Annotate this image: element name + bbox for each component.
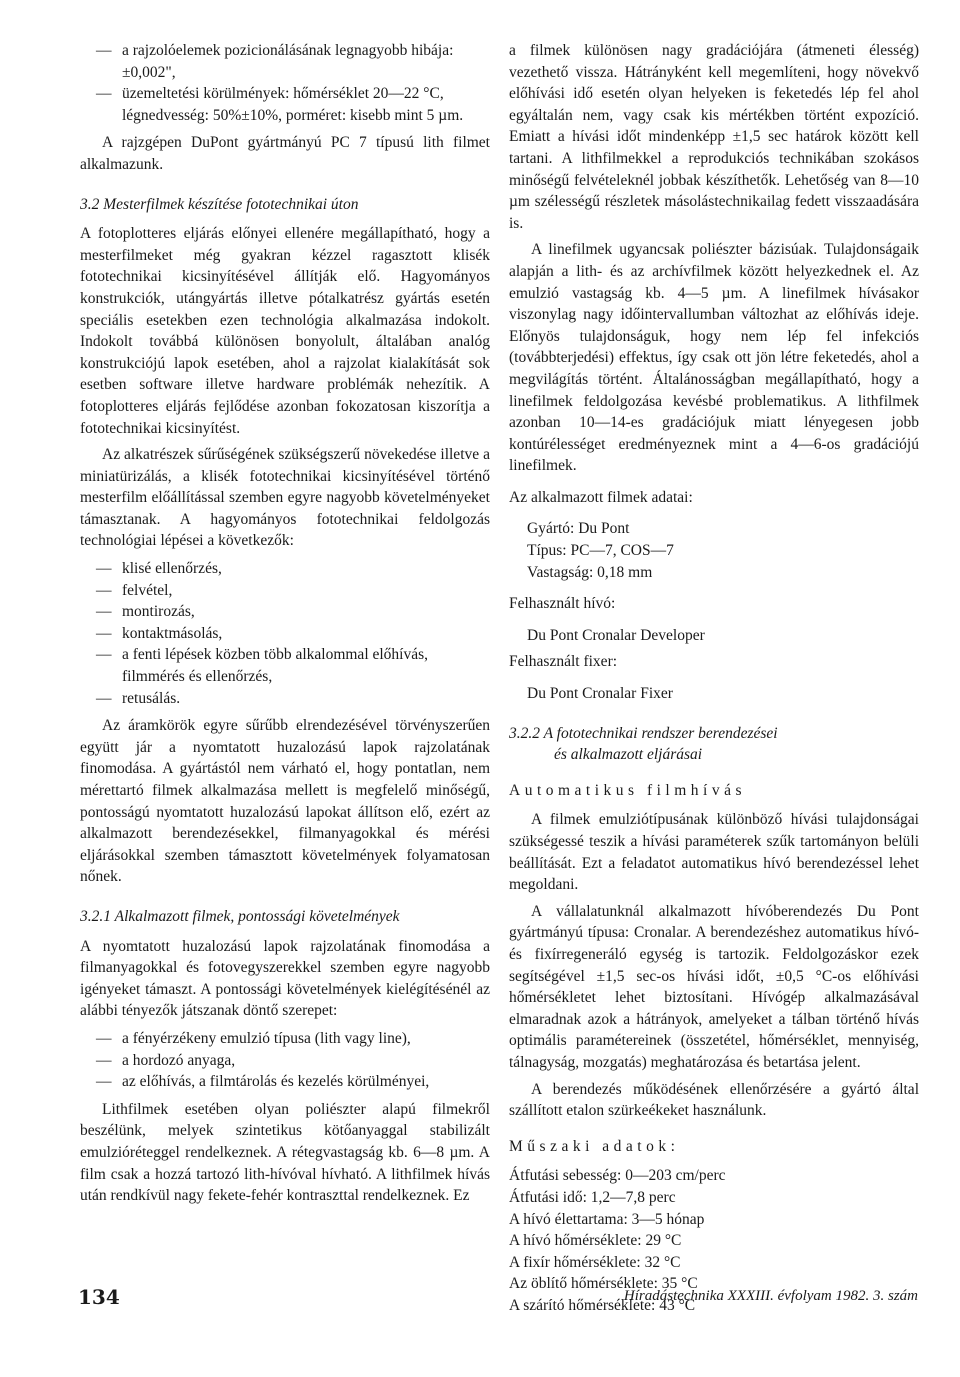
paragraph: A rajzgépen DuPont gyártmányú PC 7 típusú lith filmet alkalmazunk. <box>80 134 490 173</box>
film-manufacturer: Gyártó: Du Pont <box>527 520 630 538</box>
list-item: — az előhívás, a filmtárolás és kezelés körülményei, <box>80 1071 490 1093</box>
list-item: — klisé ellenőrzés, <box>80 558 490 580</box>
fixer-label: Felhasznált fixer: <box>509 653 618 671</box>
steps-list <box>80 558 490 709</box>
list-item: — a fenti lépések közben több alkalommal előhívás, filmmérés és ellenőrzés, <box>80 644 490 687</box>
auto-heading: Automatikus filmhívás <box>509 781 747 799</box>
section-heading-3-2-2 <box>509 723 919 766</box>
list-item: — a rajzolóelemek pozicionálásának legnagyobb hibája: ±0,002", <box>80 40 490 83</box>
list-item: — a hordozó anyaga, <box>80 1050 490 1072</box>
list-item: — kontaktmásolás, <box>80 623 490 645</box>
journal-footer: Híradástechnika XXXIII. évfolyam 1982. 3. szám <box>623 1288 918 1304</box>
paragraph: A linefilmek ugyancsak poliészter bázisúak. Tulajdonságaik alapján a lith- és az archívfilmek között helyezkednek el. Az emulzió vastagság kb. 4—5 µm. A linefilmek hívásakor viszonylag nagy időintervallumban változhat az előhívás ideje. Előnyös tulajdonságuk, hogy nem lép fel infekciós (továbbterjedési) effektus, így csak ott jön létre feketedés, ahol a megvilágítás történt. Általánosságban megállapítható, hogy a linefilmek feldolgozása kevésbé problematikus. A lithfilmek azonban 10—14-es gradációjuk miatt lényegesen jobb kontúrélességet eredményeznek mint a 4—6-os gradációjú linefilmek. <box>509 241 919 475</box>
list-item: — felvétel, <box>80 580 490 602</box>
developer-label: Felhasznált hívó: <box>509 595 616 613</box>
tech-item: A szárító hőmérséklete: 43 °C <box>509 1296 696 1314</box>
section-heading-line: 3.2.2 A fototechnikai rendszer berendezései <box>509 724 778 742</box>
paragraph: A berendezés működésének ellenőrzésére a gyártó által szállított etalon szürkeékeket használunk. <box>509 1080 919 1120</box>
list-item: — a fényérzékeny emulzió típusa (lith vagy line), <box>80 1028 490 1050</box>
paragraph: a filmek különösen nagy gradációjára (átmeneti élesség) vezethető vissza. Hátrányként kell megemlíteni, hogy növekvő előhívási idő esetén olyan helyeken is feketedés lép fel ahol egyáltalán nem, vagy csak kis mértékben történt expozíció. Emiatt a hívási időt mindenképp ±1,5 sec határok között kell tartani. A lithfilmekkel a reprodukciós technikában szokásos minőségű felvételeknél jobbak készíthetők. Lehetőség van 8—10 µm szélességű részletek másolástechnikailag fedett visszaadására is. <box>509 42 919 232</box>
paragraph: A nyomtatott huzalozású lapok rajzolatának finomodása a filmanyagokkal és fotovegyszerekkel szemben egyre nagyobb igényeket támaszt. A pontossági követelmények kielégítésénél az alábbi tényezők játszanak döntő szerepet: <box>80 937 490 1020</box>
tech-item: A hívó élettartama: 3—5 hónap <box>509 1210 705 1228</box>
paragraph: A vállalatunknál alkalmazott hívóberendezés Du Pont gyártmányú típusa: Cronalar. A berendezéshez automatikus hívó- és fixírregeneráló egység is tartozik. Feldolgozáskor ezek segítségével ±1,5 sec-os hívási időt, ±0,5 °C-os előhívási hőmérsékletet lehet biztosítani. Hívógép alkalmazásával elmaradnak azok a hátrányok, amelyeket a tálban történő hívás optimális paramétereinek (összetétel, hőmérséklet, mennyiség, tálnagyság, mozgatás) meghatározása és betartása jelent. <box>509 902 919 1071</box>
tech-item: Átfutási sebesség: 0—203 cm/perc <box>509 1167 726 1185</box>
left-column <box>80 40 490 1207</box>
tech-heading: Műszaki adatok: <box>509 1137 680 1155</box>
paragraph: Az áramkörök egyre sűrűbb elrendezésével törvényszerűen együtt jár a nyomtatott huzalozású lapok rajzolatának finomodása. A gyártástól nem várható el, hogy pontatlan, nem mérettartó filmek alkalmazása mellett is megfelelő minőségű, pontosságú nyomtatott huzalozású lapokat állítson elő, ezért az alkalmazott berendezésekkel, filmanyagokkal és mérési eljárásokkal szemben támasztott követelmények folyamatosan nőnek. <box>80 717 490 886</box>
tech-item: A fixír hőmérséklete: 32 °C <box>509 1253 681 1271</box>
paragraph: A filmek emulziótípusának különböző hívási tulajdonságai szükségessé teszik a hívási paraméterek szűk tartományon belüli beállítását. Ezt a feladatot automatikus hívó berendezéssel lehet megoldani. <box>509 811 919 894</box>
list-item: — üzemeltetési körülmények: hőmérséklet 20—22 °C, légnedvesség: 50%±10%, porméret: kisebb mint 5 µm. <box>80 83 490 126</box>
film-type: Típus: PC—7, COS—7 <box>527 542 674 560</box>
right-column <box>509 40 919 1316</box>
section-heading-3-2-1: 3.2.1 Alkalmazott filmek, pontossági követelmények <box>80 907 400 925</box>
section-heading-line: és alkalmazott eljárásai <box>554 746 703 764</box>
page-number: 134 <box>78 1285 120 1309</box>
film-thickness: Vastagság: 0,18 mm <box>527 563 653 581</box>
list-item: — montirozás, <box>80 601 490 623</box>
film-data-heading: Az alkalmazott filmek adatai: <box>509 488 693 506</box>
fixer-value: Du Pont Cronalar Fixer <box>527 685 673 703</box>
paragraph: A fotoplotteres eljárás előnyei ellenére megállapítható, hogy a mesterfilmeket még gyakran kézzel ragasztott klisék fototechnikai kicsinyítésével állítják elő. Hagyományos konstrukciók, utángyártás illetve pótalkatrész gyártás esetén speciális esetekben ezen technológia alkalmazása indokolt. Indokolt továbbá különösen bonyolult, általában analóg konstrukciójú lapok esetében, ahol a rajzolat kialakítását sok esetben software illetve hardware problémák nehezítik. A fotoplotteres eljárás fejlődése azonban fokozatosan kiszorítja a fototechnikai kicsinyítést. <box>80 225 490 437</box>
tech-item: Az öblítő hőmérséklete: 35 °C <box>509 1275 698 1293</box>
tech-item: A hívó hőmérséklete: 29 °C <box>509 1232 682 1250</box>
factors-list <box>80 1028 490 1093</box>
developer-value: Du Pont Cronalar Developer <box>527 626 705 644</box>
intro-list <box>80 40 490 126</box>
list-item: — retusálás. <box>80 688 490 710</box>
section-heading-3-2: 3.2 Mesterfilmek készítése fototechnikai úton <box>80 195 359 213</box>
tech-item: Átfutási idő: 1,2—7,8 perc <box>509 1188 676 1206</box>
paragraph: Lithfilmek esetében olyan poliészter alapú filmekről beszélünk, melyek szintetikus kötőanyaggal stabilizált emulzióréteggel rendelkeznek. A rétegvastagság kb. 6—8 µm. A film csak a hozzá tartozó lith-hívóval hívható. A lithfilmek hívás után rendkívül nagy fekete-fehér kontraszttal rendelkeznek. Ez <box>80 1100 490 1205</box>
paragraph: Az alkatrészek sűrűségének szükségszerű növekedése illetve a miniatürizálás, a klisék fototechnikai kicsinyítésével történő mesterfilm előállítással szemben egyre nagyobb követelményeket támasztanak. A hagyományos fototechnikai feldolgozás technológiai lépései a következők: <box>80 446 490 550</box>
